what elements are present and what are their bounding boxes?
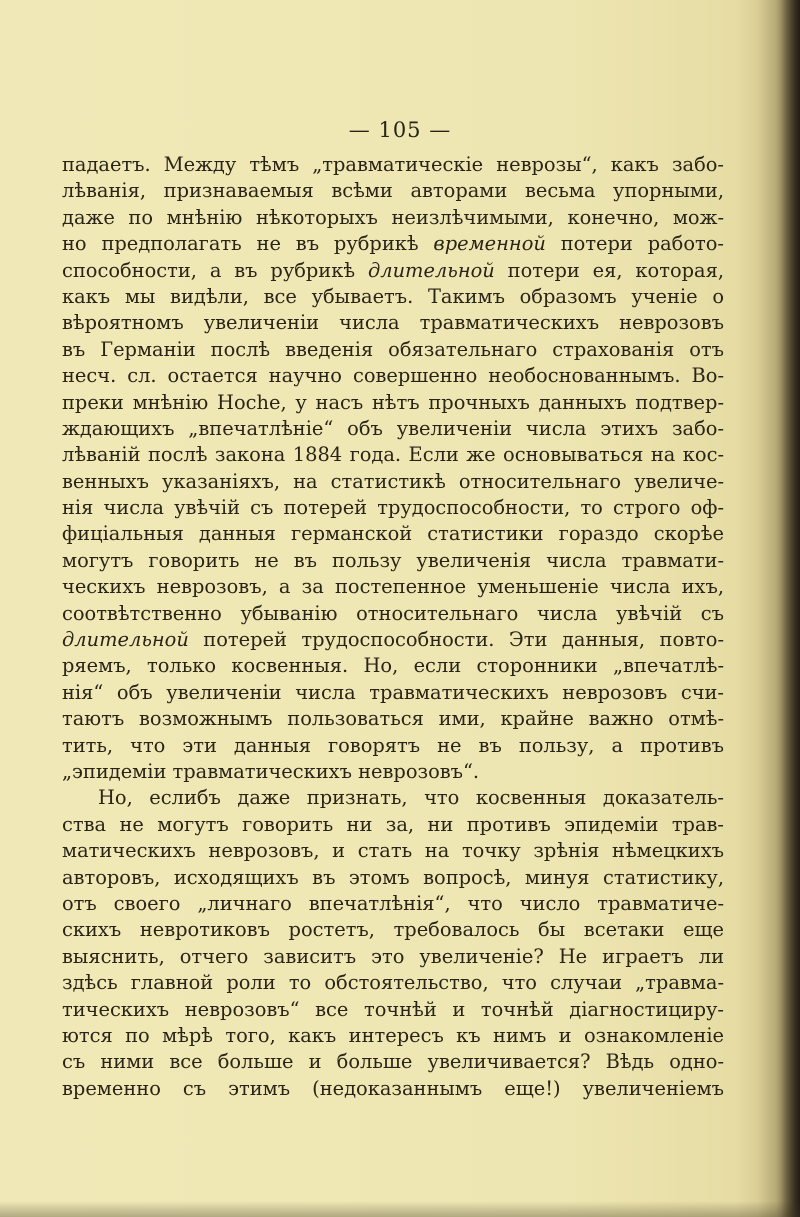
text-line: ждающихъ „впечатлѣніе“ объ увеличеніи числа этихъ забо- xyxy=(62,416,724,440)
text-line: падаетъ. Между тѣмъ „травматическіе неврозы“, какъ забо- xyxy=(62,153,724,176)
text-line: таютъ возможнымъ пользоваться ими, крайне важно отмѣ- xyxy=(62,707,724,731)
text-line: ряемъ, только косвенныя. Но, если сторонники „впечатлѣ- xyxy=(62,654,724,678)
text-line: несч. сл. остается научно совершенно необоснованнымъ. Во- xyxy=(62,364,724,388)
text-line xyxy=(62,231,724,257)
emphasized-word: длительной xyxy=(367,258,495,282)
text-line: ства не могутъ говорить ни за, ни противъ эпидеміи трав- xyxy=(62,812,724,836)
text-line: венныхъ указаніяхъ, на статистикѣ относительнаго увеличе- xyxy=(62,469,724,493)
text-line: даже по мнѣнію нѣкоторыхъ неизлѣчимыми, конечно, мож- xyxy=(62,205,724,229)
text-line: авторовъ, исходящихъ въ этомъ вопросѣ, минуя статистику, xyxy=(62,865,724,889)
text-line: отъ своего „личнаго впечатлѣнія“, что число травматиче- xyxy=(62,891,724,915)
page-number: — 105 — xyxy=(348,118,452,142)
text-line: ются по мѣрѣ того, какъ интересъ къ нимъ и ознакомленіе xyxy=(62,1023,724,1047)
text-line: преки мнѣнію Hoche, у насъ нѣтъ прочныхъ данныхъ подтвер- xyxy=(62,390,724,414)
text-line: могутъ говорить не въ пользу увеличенія числа травмати- xyxy=(62,548,724,572)
page-bottom-shadow xyxy=(0,1201,800,1217)
text-line: тить, что эти данныя говорятъ не въ пользу, а противъ xyxy=(62,733,724,757)
text-line: лѣваній послѣ закона 1884 года. Если же основываться на кос- xyxy=(62,443,724,467)
text-segment: потери ея, которая, xyxy=(494,258,724,282)
body-text xyxy=(62,152,724,1102)
text-line: лѣванія, признаваемыя всѣми авторами весьма упорными, xyxy=(62,179,724,203)
text-line: временно съ этимъ (недоказаннымъ еще!) увеличеніемъ xyxy=(62,1076,724,1100)
text-line: нія числа увѣчій съ потерей трудоспособности, то строго оф- xyxy=(62,496,724,520)
emphasized-word: временной xyxy=(433,232,546,256)
text-line: соотвѣтственно убыванію относительнаго числа увѣчій съ xyxy=(62,601,724,625)
text-line: матическихъ неврозовъ, и стать на точку зрѣнія нѣмецкихъ xyxy=(62,839,724,863)
text-line: вѣроятномъ увеличеніи числа травматическихъ неврозовъ xyxy=(62,311,724,335)
text-line: здѣсь главной роли то обстоятельство, что случаи „травма- xyxy=(62,971,724,995)
text-line: въ Германіи послѣ введенія обязательнаго страхованія отъ xyxy=(62,337,724,361)
text-line: какъ мы видѣли, все убываетъ. Такимъ образомъ ученіе о xyxy=(62,284,724,308)
text-line: Но, еслибъ даже признать, что косвенныя доказатель- xyxy=(98,786,724,810)
text-line: фиціальныя данныя германской статистики гораздо скорѣе xyxy=(62,522,724,546)
text-line: скихъ невротиковъ ростетъ, требовалось бы всетаки еще xyxy=(62,918,724,942)
text-line: тическихъ неврозовъ“ все точнѣй и точнѣй діагностициру- xyxy=(62,997,724,1021)
page-edge-shadow xyxy=(758,0,800,1217)
text-line: съ ними все больше и больше увеличивается? Вѣдь одно- xyxy=(62,1050,724,1074)
text-line xyxy=(62,258,724,284)
text-line xyxy=(62,627,724,653)
text-segment: способности, а въ рубрикѣ xyxy=(62,258,368,282)
emphasized-word: длительной xyxy=(62,628,189,652)
text-segment: но предполагать не въ рубрикѣ xyxy=(62,232,434,256)
text-line: ческихъ неврозовъ, а за постепенное уменьшеніе числа ихъ, xyxy=(62,575,724,599)
text-line: выяснить, отчего зависитъ это увеличеніе? Не играетъ ли xyxy=(62,944,724,968)
text-line: „эпидеміи травматическихъ неврозовъ“. xyxy=(62,759,480,783)
text-segment: потери работо- xyxy=(545,232,724,256)
text-line: нія“ объ увеличеніи числа травматическихъ неврозовъ счи- xyxy=(62,680,724,704)
text-segment: потерей трудоспособности. Эти данныя, повто- xyxy=(188,628,724,652)
